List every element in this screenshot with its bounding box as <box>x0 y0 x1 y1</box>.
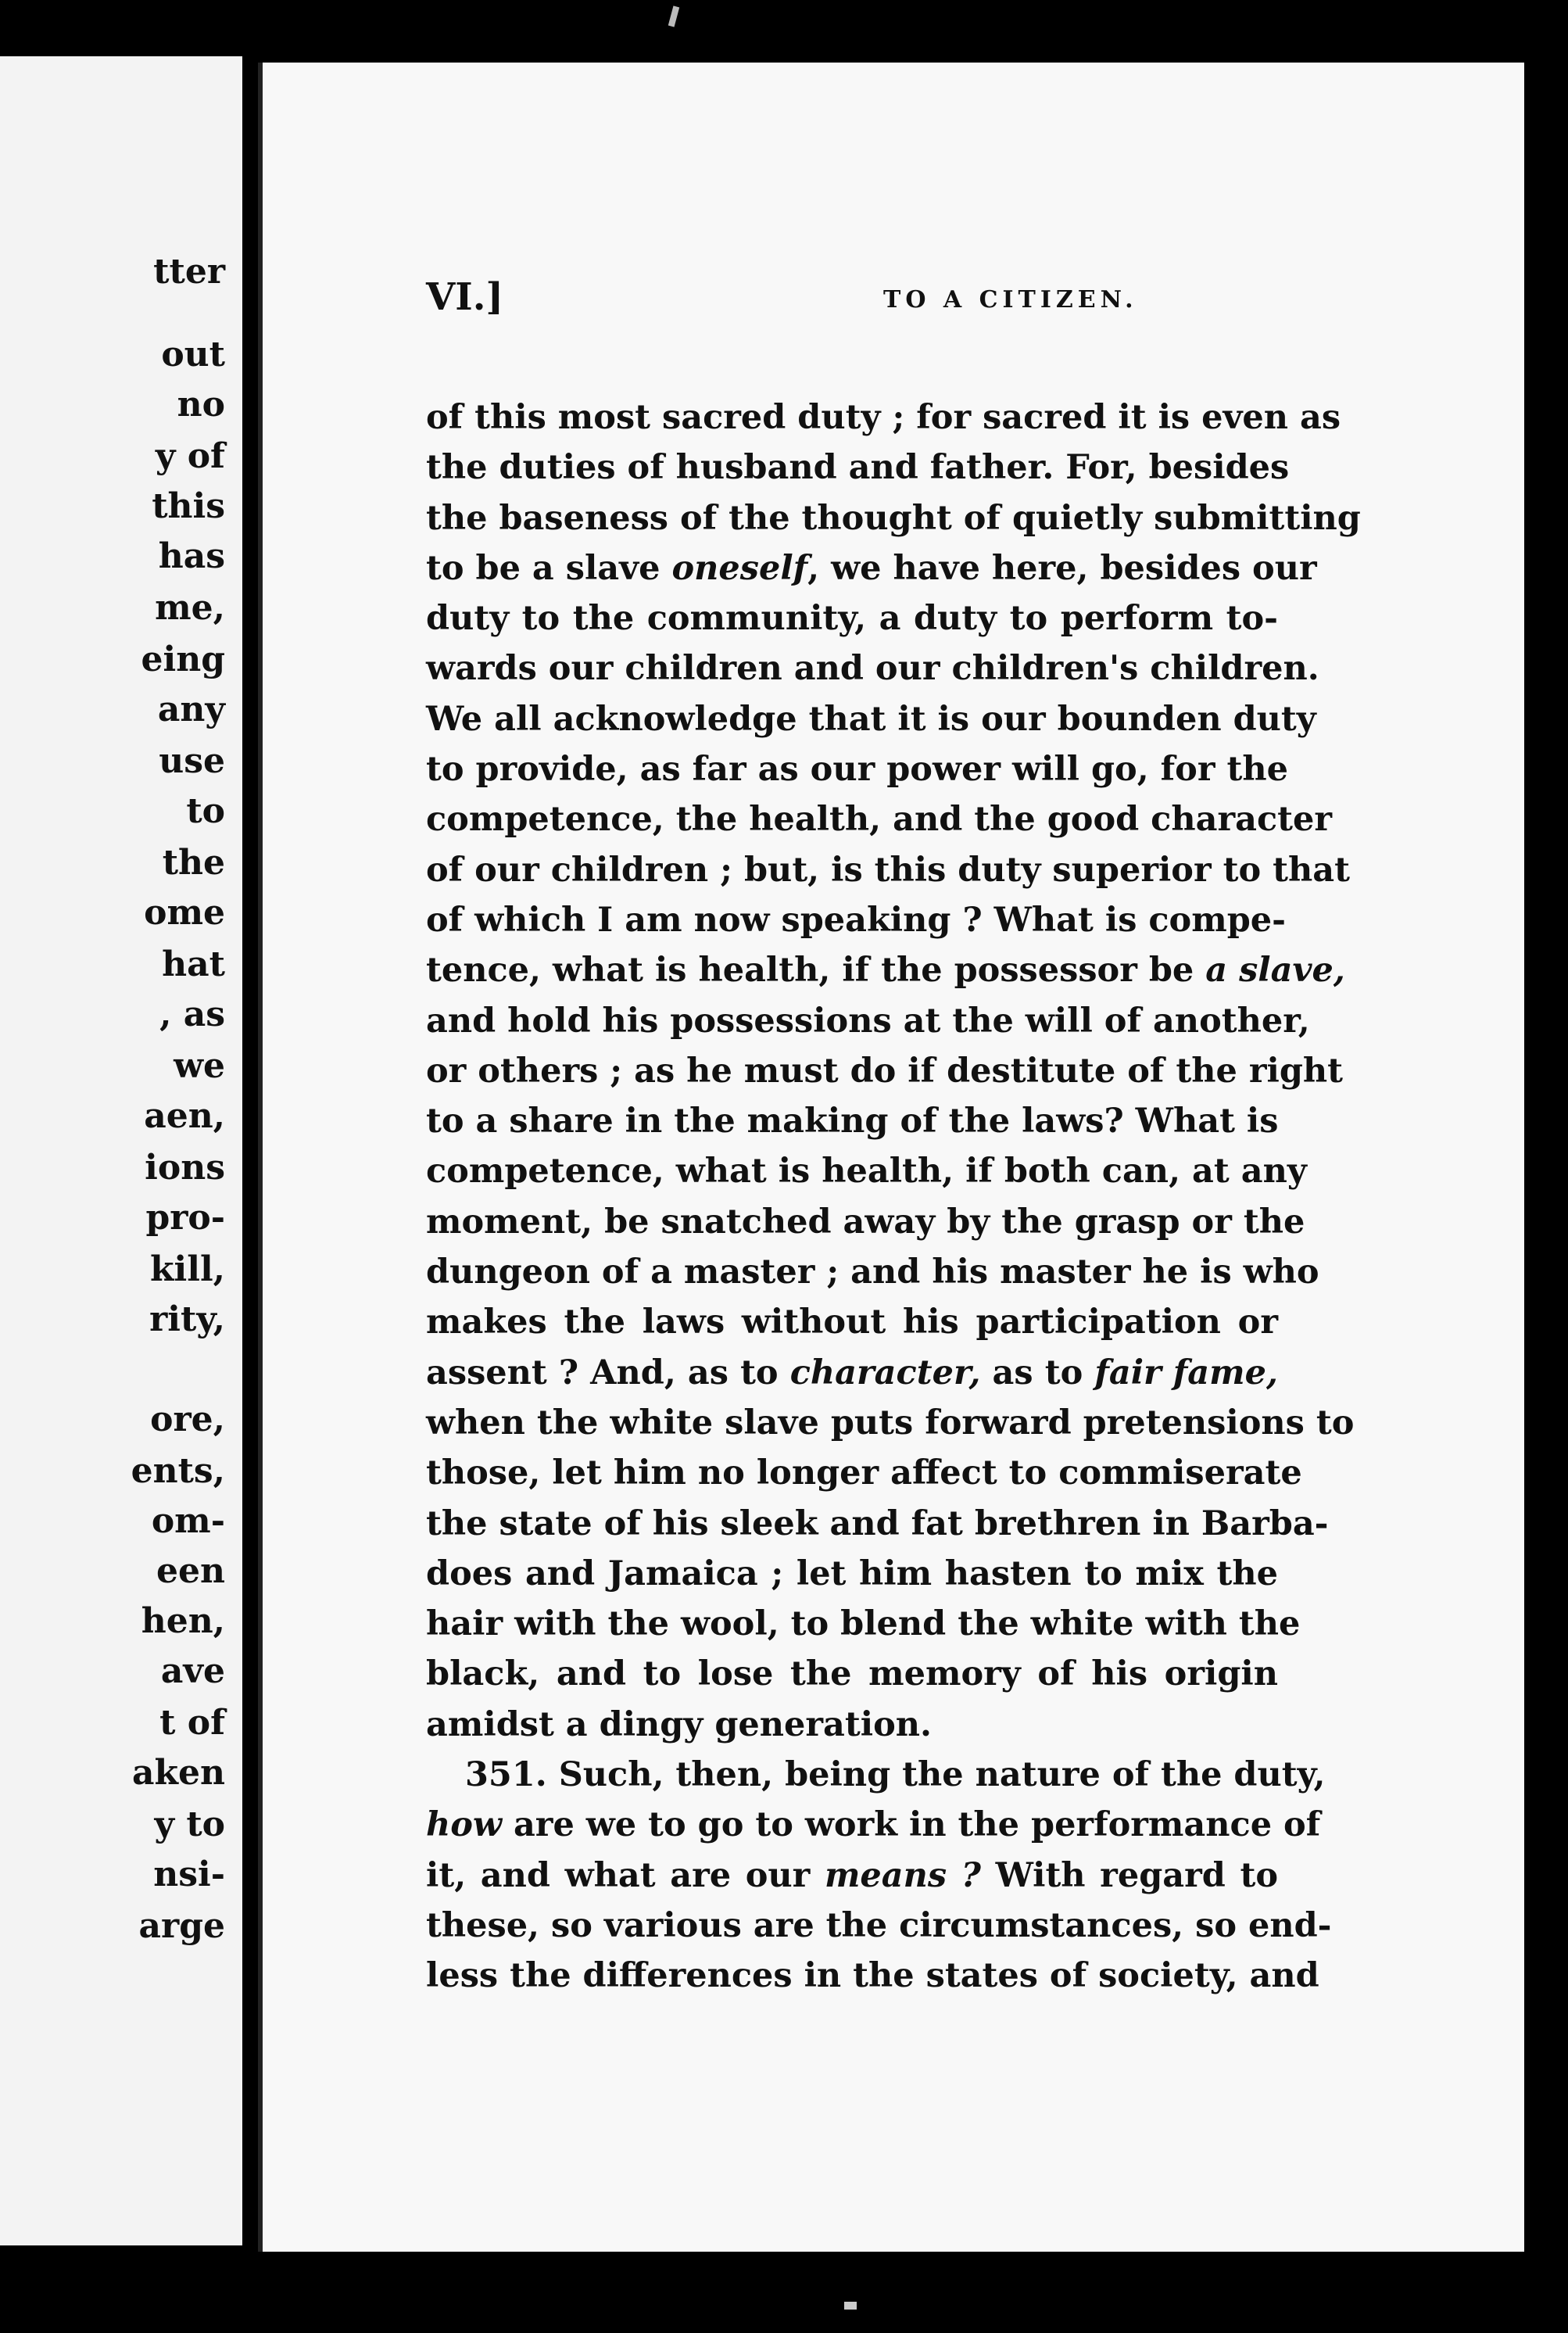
facing-page-fragment: ions <box>145 1148 225 1188</box>
scan-speck <box>668 5 679 27</box>
text-line: black, and to lose the memory of his origin <box>426 1654 1278 1694</box>
text-run: assent ? And, as to <box>426 1353 790 1392</box>
facing-page-fragment: arge <box>138 1906 225 1946</box>
text-line <box>426 1348 1278 1398</box>
text-line: does and Jamaica ; let him hasten to mix the <box>426 1554 1278 1593</box>
book-page <box>258 63 1524 2252</box>
facing-page-fragment: rity, <box>149 1299 225 1339</box>
page-body <box>426 392 1361 2002</box>
facing-page-fragment: nsi- <box>153 1855 225 1894</box>
italic-text: oneself <box>671 548 808 588</box>
text-line: less the differences in the states of society, and <box>426 1956 1319 1996</box>
text-line: the duties of husband and father. For, besides <box>426 448 1290 488</box>
facing-page-fragment: om- <box>151 1501 225 1541</box>
facing-page-fragment: to <box>186 791 225 831</box>
text-line <box>426 1851 1278 1901</box>
text-line: the baseness of the thought of quietly submitting <box>426 498 1361 538</box>
text-line: We all acknowledge that it is our bounden duty <box>426 699 1316 739</box>
text-run: as to <box>980 1353 1095 1392</box>
facing-page-fragment: y of <box>155 436 225 476</box>
italic-text: fair fame, <box>1094 1353 1278 1392</box>
scan-speck <box>844 2302 857 2310</box>
facing-page-fragment: hen, <box>141 1601 225 1641</box>
text-run: to be a slave <box>426 548 672 588</box>
facing-page-fragment: ents, <box>131 1451 225 1491</box>
facing-page-fragment: out <box>161 335 225 374</box>
text-run: tence, what is health, if the possessor be <box>426 951 1206 991</box>
facing-page-fragment: use <box>159 741 225 781</box>
facing-page-fragment: no <box>177 385 225 425</box>
text-line: these, so various are the circumstances, so end- <box>426 1905 1332 1945</box>
facing-page-fragment: ave <box>160 1651 225 1691</box>
text-line: and hold his possessions at the will of another, <box>426 1001 1310 1041</box>
text-line <box>426 543 1317 593</box>
text-line: of this most sacred duty ; for sacred it is even as <box>426 398 1341 437</box>
text-line: amidst a dingy generation. <box>426 1704 932 1744</box>
facing-page-fragment: any <box>157 690 225 729</box>
facing-page-fragment: aen, <box>144 1096 225 1136</box>
facing-page-fragment: me, <box>155 588 225 628</box>
book-gutter <box>242 56 258 2245</box>
text-line: duty to the community, a duty to perform to- <box>426 599 1278 639</box>
text-line: to a share in the making of the laws? What is <box>426 1102 1279 1141</box>
text-line: dungeon of a master ; and his master he is who <box>426 1253 1319 1292</box>
text-line <box>426 1800 1321 1850</box>
text-run: are we to go to work in the performance of <box>501 1805 1321 1845</box>
facing-page-fragment: y to <box>154 1804 225 1844</box>
text-line: the state of his sleek and fat brethren in Barba- <box>426 1503 1329 1543</box>
facing-page-edge <box>0 56 247 2245</box>
facing-page-fragment: hat <box>162 944 225 984</box>
facing-page-fragment: t of <box>159 1703 225 1743</box>
text-line: competence, the health, and the good character <box>426 800 1333 840</box>
facing-page-fragment: eing <box>141 640 225 679</box>
page-header <box>426 275 1520 322</box>
text-line: of which I am now speaking ? What is compe- <box>426 900 1287 940</box>
italic-text: how <box>426 1805 502 1845</box>
facing-page-fragment: aken <box>132 1753 225 1793</box>
text-line: when the white slave puts forward pretensions to <box>426 1403 1355 1442</box>
facing-page-fragment: , as <box>159 994 225 1034</box>
facing-page-fragment: tter <box>153 252 225 292</box>
facing-page-fragment: ome <box>144 893 225 933</box>
text-run: With regard to <box>980 1855 1279 1895</box>
text-run: , we have here, besides our <box>807 548 1317 588</box>
text-line: hair with the wool, to blend the white with the <box>426 1604 1301 1644</box>
italic-text: means ? <box>824 1855 981 1895</box>
text-line: moment, be snatched away by the grasp or the <box>426 1202 1305 1242</box>
text-line: makes the laws without his participation or <box>426 1303 1278 1342</box>
italic-text: a slave, <box>1205 951 1345 991</box>
facing-page-fragment: kill, <box>150 1249 225 1289</box>
text-line <box>426 945 1345 995</box>
text-line: 351. Such, then, being the nature of the duty, <box>465 1755 1326 1795</box>
facing-page-fragment: pro- <box>145 1198 225 1238</box>
facing-page-fragment: has <box>158 536 225 576</box>
text-line: to provide, as far as our power will go, for the <box>426 750 1288 790</box>
facing-page-fragment: ore, <box>150 1399 225 1439</box>
text-line: wards our children and our children's children. <box>426 649 1319 689</box>
running-title: TO A CITIZEN. <box>883 286 1138 314</box>
text-line: or others ; as he must do if destitute of the right <box>426 1051 1344 1091</box>
facing-page-fragment: we <box>174 1046 225 1086</box>
facing-page-fragment: the <box>162 843 225 883</box>
text-line: of our children ; but, is this duty superior to that <box>426 850 1350 890</box>
facing-page-fragment: this <box>152 486 225 526</box>
text-line: those, let him no longer affect to commiserate <box>426 1453 1302 1493</box>
facing-page-fragment: een <box>156 1551 225 1591</box>
text-line: competence, what is health, if both can, at any <box>426 1152 1307 1192</box>
text-run: it, and what are our <box>426 1855 825 1895</box>
chapter-folio: VI.] <box>426 275 504 319</box>
italic-text: character, <box>789 1353 981 1392</box>
